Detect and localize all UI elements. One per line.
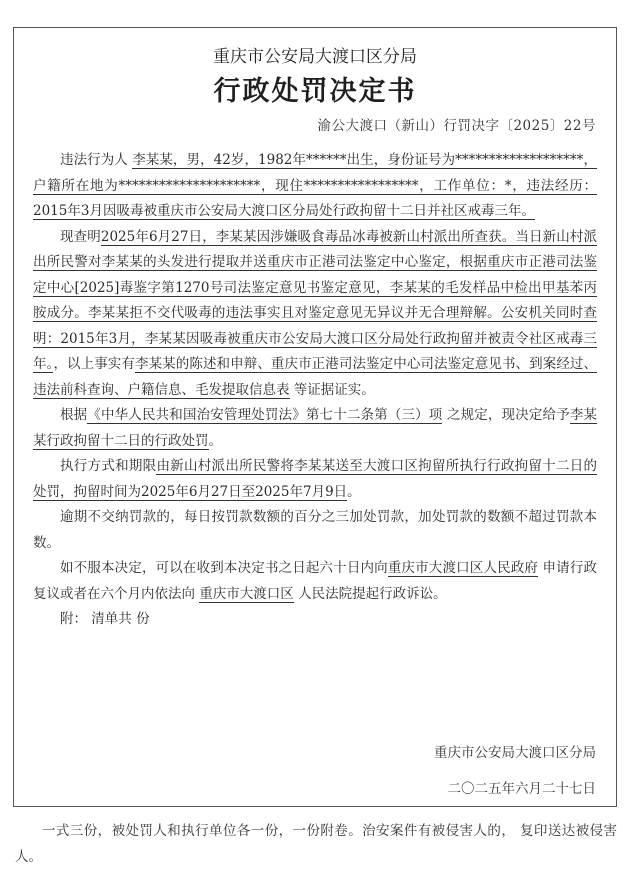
facts-text: 2025年6月27日，李某某因涉嫌吸食毒品冰毒被新山村派出所查获。当日新山村派出所民警对李某某的头发进行提取并送重庆市正港司法鉴定中心鉴定，根据重庆市正港司法鉴定中心[2025]毒鉴字第1270号司法鉴定意见书鉴定意见，李某某的毛发样品中检出甲基苯丙胺成分。李某某拒不交代吸毒的违法事实且对鉴定意见无异议并无合理辩解。公安机关同时查明：2015年3月，李某某因吸毒被重庆市公安局大渡口区分局处行政拘留并被责令社区戒毒三年。 [33, 228, 598, 372]
signature-agency: 重庆市公安局大渡口区分局 [434, 745, 596, 761]
issuing-agency: 重庆市公安局大渡口区分局 [213, 47, 417, 67]
footer-note: 一式三份，被处罚人和执行单位各一份，一份附卷。治安案件有被侵害人的， 复印送达被侵害人。 [15, 823, 617, 865]
document-number: 渝公大渡口（新山）行罚决字〔2025〕22号 [317, 118, 596, 134]
document-frame [13, 27, 617, 807]
late-payment-paragraph: 逾期不交纳罚款的，每日按罚款数额的百分之三加处罚款，加处罚款的数额不超过罚款本数。 [33, 509, 597, 551]
attachment-line: 附： 清单共 份 [60, 611, 150, 627]
legal-basis-paragraph: 根据《中华人民共和国治安管理处罚法》第七十二条第（三）项 之规定，现决定给予李某某行政拘留十二日的行政处罚。 [33, 407, 598, 449]
evidence-list: 李某某的陈述和申辩、重庆市正港司法鉴定中心司法鉴定意见书、到案经过、违法前科查询、户籍信息、毛发提取信息表 [33, 356, 598, 398]
execution-details: 由新山村派出所民警将李某某送至大渡口区拘留所执行行政拘留十二日的处罚，拘留时间为2025年6月27日至2025年7月9日 [33, 458, 598, 500]
signature-date: 二〇二五年六月二十七日 [447, 781, 596, 797]
review-authority: 重庆市大渡口区人民政府 [387, 560, 539, 576]
offender-info-paragraph: 违法行为人 李某某，男，42岁，1982年******出生，身份证号为*******************，户籍所在地为*********************，现住*****************，工作单位：*，违法经历：2015年3月因吸毒被重庆市公安局大渡口区分局处行政拘留十二日并社区戒毒三年。 [33, 152, 597, 219]
document-body [33, 148, 597, 633]
penalty-decision: 李某某行政拘留十二日的行政处罚 [33, 407, 598, 449]
execution-paragraph: 执行方式和期限由新山村派出所民警将李某某送至大渡口区拘留所执行行政拘留十二日的处罚，拘留时间为2025年6月27日至2025年7月9日。 [33, 458, 598, 500]
legal-basis: 《中华人民共和国治安管理处罚法》第七十二条第（三）项 [87, 407, 443, 423]
offender-info: 李某某，男，42岁，1982年******出生，身份证号为*******************，户籍所在地为*********************，现住*****************，工作单位：*，违法经历：2015年3月因吸毒被重庆市公安局大渡口区分局处行政拘留十二日并社区戒毒三年。 [33, 152, 597, 219]
appeal-paragraph: 如不服本决定，可以在收到本决定书之日起六十日内向重庆市大渡口区人民政府 申请行政复议或者在六个月内依法向 重庆市大渡口区 人民法院提起行政诉讼。 [33, 560, 598, 602]
court-district: 重庆市大渡口区 [199, 585, 294, 602]
document-title: 行政处罚决定书 [213, 76, 417, 107]
facts-paragraph: 现查明2025年6月27日，李某某因涉嫌吸食毒品冰毒被新山村派出所查获。当日新山村派出所民警对李某某的头发进行提取并送重庆市正港司法鉴定中心鉴定，根据重庆市正港司法鉴定中心[2025]毒鉴字第1270号司法鉴定意见书鉴定意见，李某某的毛发样品中检出甲基苯丙胺成分。李某某拒不交代吸毒的违法事实且对鉴定意见无异议并无合理辩解。公安机关同时查明：2015年3月，李某某因吸毒被重庆市公安局大渡口区分局处行政拘留并被责令社区戒毒三年。，以上事实有李某某的陈述和申辩、重庆市正港司法鉴定中心司法鉴定意见书、到案经过、违法前科查询、户籍信息、毛发提取信息表 等证据证实。 [33, 228, 598, 398]
